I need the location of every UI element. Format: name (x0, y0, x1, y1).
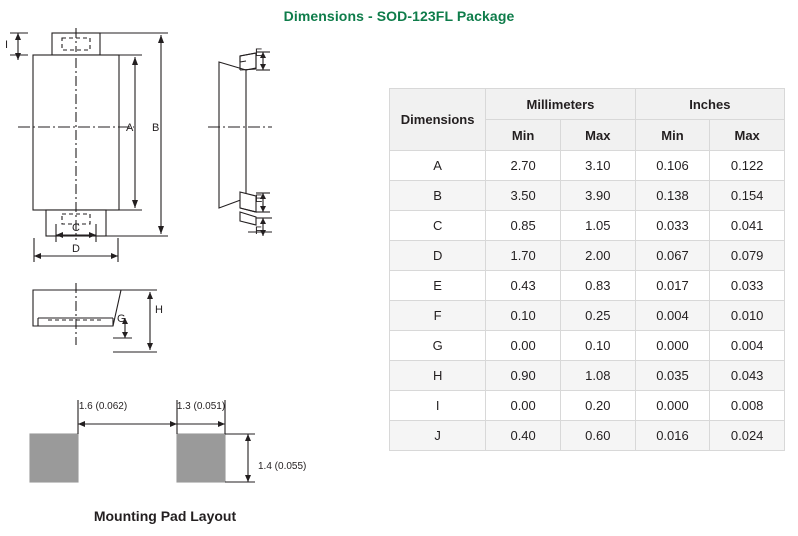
label-D: D (72, 243, 80, 255)
cell-in-max: 0.079 (710, 241, 785, 271)
table-row (390, 181, 785, 211)
table-row (390, 331, 785, 361)
header-in-max: Max (710, 120, 785, 151)
dimensions-table-wrap (389, 88, 785, 451)
mounting-pad-caption: Mounting Pad Layout (93, 508, 237, 524)
dimensions-table (389, 88, 785, 451)
cell-dim: A (390, 151, 486, 181)
cell-in-min: 0.033 (635, 211, 710, 241)
cell-in-max: 0.004 (710, 331, 785, 361)
cell-mm-max: 0.25 (560, 301, 635, 331)
cell-dim: C (390, 211, 486, 241)
header-in-min: Min (635, 120, 710, 151)
cell-in-min: 0.000 (635, 331, 710, 361)
cell-mm-min: 0.43 (486, 271, 561, 301)
table-row (390, 241, 785, 271)
label-A: A (126, 122, 134, 134)
cell-mm-max: 0.20 (560, 391, 635, 421)
pad-dim-height: 1.4 (0.055) (258, 461, 307, 472)
cell-mm-min: 0.00 (486, 331, 561, 361)
header-inches: Inches (635, 89, 784, 120)
cell-in-max: 0.010 (710, 301, 785, 331)
cell-mm-min: 0.90 (486, 361, 561, 391)
cell-in-min: 0.106 (635, 151, 710, 181)
table-body (390, 151, 785, 451)
cell-mm-max: 3.10 (560, 151, 635, 181)
header-mm-min: Min (486, 120, 561, 151)
cell-in-max: 0.024 (710, 421, 785, 451)
cell-in-min: 0.017 (635, 271, 710, 301)
cell-in-max: 0.033 (710, 271, 785, 301)
cell-mm-max: 3.90 (560, 181, 635, 211)
cell-mm-max: 1.05 (560, 211, 635, 241)
label-G: G (117, 313, 126, 325)
cell-mm-min: 0.40 (486, 421, 561, 451)
cell-mm-min: 0.10 (486, 301, 561, 331)
cell-in-max: 0.154 (710, 181, 785, 211)
cell-dim: E (390, 271, 486, 301)
cell-in-min: 0.067 (635, 241, 710, 271)
table-row (390, 211, 785, 241)
cell-mm-min: 2.70 (486, 151, 561, 181)
label-I: I (5, 39, 9, 51)
cell-dim: G (390, 331, 486, 361)
cell-mm-max: 2.00 (560, 241, 635, 271)
cell-mm-max: 0.83 (560, 271, 635, 301)
cell-dim: I (390, 391, 486, 421)
cell-dim: D (390, 241, 486, 271)
table-row (390, 301, 785, 331)
cell-in-min: 0.000 (635, 391, 710, 421)
label-E-bottom: E (255, 193, 263, 205)
label-B: B (152, 122, 160, 134)
header-dimensions: Dimensions (390, 89, 486, 151)
cell-in-max: 0.041 (710, 211, 785, 241)
label-E-top: E (255, 47, 263, 59)
cell-dim: B (390, 181, 486, 211)
label-H: H (155, 304, 163, 316)
cell-in-min: 0.016 (635, 421, 710, 451)
pad-dim-left: 1.6 (0.062) (78, 401, 128, 412)
header-mm-max: Max (560, 120, 635, 151)
table-head (390, 89, 785, 151)
cell-in-min: 0.138 (635, 181, 710, 211)
cell-mm-max: 0.60 (560, 421, 635, 451)
table-row (390, 271, 785, 301)
table-group-header-row (390, 89, 785, 120)
label-C: C (72, 222, 80, 234)
cell-in-max: 0.043 (710, 361, 785, 391)
package-drawing (0, 0, 380, 536)
cell-mm-min: 0.00 (486, 391, 561, 421)
cell-in-min: 0.035 (635, 361, 710, 391)
cell-mm-min: 1.70 (486, 241, 561, 271)
cell-mm-min: 3.50 (486, 181, 561, 211)
cell-mm-max: 0.10 (560, 331, 635, 361)
cell-in-min: 0.004 (635, 301, 710, 331)
pad-dim-right: 1.3 (0.051) (176, 401, 226, 412)
page-title: Dimensions - SOD-123FL Package (283, 8, 515, 24)
cell-mm-min: 0.85 (486, 211, 561, 241)
table-row (390, 151, 785, 181)
label-F: F (255, 225, 262, 237)
cell-mm-max: 1.08 (560, 361, 635, 391)
cell-dim: J (390, 421, 486, 451)
header-millimeters: Millimeters (486, 89, 635, 120)
cell-in-max: 0.008 (710, 391, 785, 421)
cell-dim: H (390, 361, 486, 391)
cell-in-max: 0.122 (710, 151, 785, 181)
table-row (390, 361, 785, 391)
cell-dim: F (390, 301, 486, 331)
table-row (390, 391, 785, 421)
table-row (390, 421, 785, 451)
